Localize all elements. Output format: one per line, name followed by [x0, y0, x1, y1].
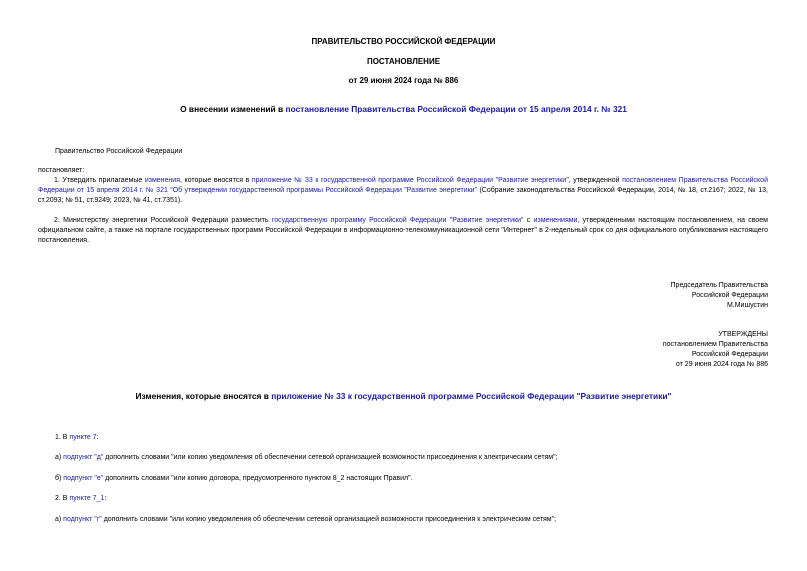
document-type: ПОСТАНОВЛЕНИЕ	[366, 57, 441, 66]
changes-title-link-appendix-33[interactable]: приложение № 33 к государственной программе Российской Федерации "Развитие энергетики"	[271, 391, 672, 401]
change-1-text-1: 1. В	[55, 434, 70, 441]
changes-title	[0, 391, 807, 403]
approved-line-2: постановлением Правительства	[662, 340, 768, 348]
signature-block	[548, 281, 768, 311]
approved-line-4: от 29 июня 2024 года № 886	[675, 360, 768, 368]
change-2-text-2: :	[104, 495, 107, 502]
change-1-text-2: :	[96, 434, 99, 441]
change-1a-text-1: а)	[55, 454, 64, 461]
link-subpoint-e[interactable]: подпункт "е"	[63, 475, 104, 482]
link-point-7-1[interactable]: пункте 7_1	[69, 495, 105, 502]
approved-line-3: Российской Федерации	[691, 350, 768, 358]
p2-link-changes[interactable]: изменениями	[533, 217, 578, 224]
p2-text-3: , утвержденными настоящим постановлением, на своем официальном сайте, а также на портале государственных программ Российской Федерации в информационно-телекоммуникационной сети "Интернет" в 2-недельный срок со дня официального опубликования настоящего постановления.	[38, 217, 768, 244]
issuer-text: Правительство Российской Федерации	[55, 148, 183, 155]
link-subpoint-d[interactable]: подпункт "д"	[63, 454, 104, 461]
p1-text-3: , утвержденной	[568, 177, 623, 184]
p1-text-4: (Собрание законодательства Российской Федерации, 2014, № 18, ст.2167; 2022, № 13, ст.2093; № 51, ст.9249; 2023, № 41, ст.7351).	[38, 186, 768, 204]
paragraph-2	[38, 216, 768, 246]
document-title	[0, 104, 807, 116]
changes-title-prefix: Изменения, которые вносятся в	[135, 391, 272, 401]
change-2a-text-1: а)	[55, 516, 64, 523]
p2-text-2: с	[523, 217, 534, 224]
government-header: ПРАВИТЕЛЬСТВО РОССИЙСКОЙ ФЕДЕРАЦИИ	[311, 37, 496, 46]
document-date-number: от 29 июня 2024 года № 886	[348, 76, 459, 85]
change-item-2	[55, 494, 106, 504]
change-1a-text-2: дополнить словами "или копию уведомления об обеспечении сетевой организацией возможности присоединения к электрическим сетям";	[103, 454, 558, 461]
change-2a-text-2: дополнить словами "или копию уведомления об обеспечении сетевой организацией возможности присоединения к электрическим сетям";	[101, 516, 557, 523]
change-1b-text-2: дополнить словами "или копию договора, предусмотренного пунктом 8_2 настоящих Правил".	[103, 475, 413, 482]
p1-text-2: , которые вносятся в	[180, 177, 252, 184]
approved-line-1: УТВЕРЖДЕНЫ	[718, 331, 768, 338]
document-title-prefix: О внесении изменений в	[180, 104, 286, 114]
p1-link-decree-321[interactable]: постановлением Правительства Российской Федерации от 15 апреля 2014 г. № 321 "Об утверждении государственной программы Российской Федерации "Развитие энергетики"	[38, 177, 768, 194]
p1-link-appendix-33[interactable]: приложение № 33 к государственной программе Российской Федерации "Развитие энергетики"	[251, 177, 569, 184]
p2-link-state-program[interactable]: государственную программу Российской Федерации "Развитие энергетики"	[271, 217, 524, 224]
signature-line-2: Российской Федерации	[691, 291, 768, 299]
p1-link-changes[interactable]: изменения	[144, 177, 180, 184]
p2-text-1: 2. Министерству энергетики Российской Федерации разместить	[54, 217, 272, 224]
change-1b-text-1: б)	[55, 475, 64, 482]
signature-line-3: М.Мишустин	[726, 301, 768, 309]
p1-text-1: 1. Утвердить прилагаемые	[54, 177, 145, 184]
signature-line-1: Председатель Правительства	[670, 282, 768, 289]
change-2-text-1: 2. В	[55, 495, 70, 502]
link-subpoint-g[interactable]: подпункт "г"	[63, 516, 102, 523]
change-item-2a	[55, 515, 556, 525]
change-item-1b	[55, 474, 413, 484]
change-item-1	[55, 433, 99, 443]
paragraph-1	[38, 176, 768, 206]
approved-block	[548, 330, 768, 370]
decrees-text: постановляет:	[38, 167, 85, 174]
title-link-decree-321[interactable]: постановление Правительства Российской Федерации от 15 апреля 2014 г. № 321	[285, 104, 627, 114]
link-point-7[interactable]: пункте 7	[69, 434, 97, 441]
change-item-1a	[55, 453, 558, 463]
